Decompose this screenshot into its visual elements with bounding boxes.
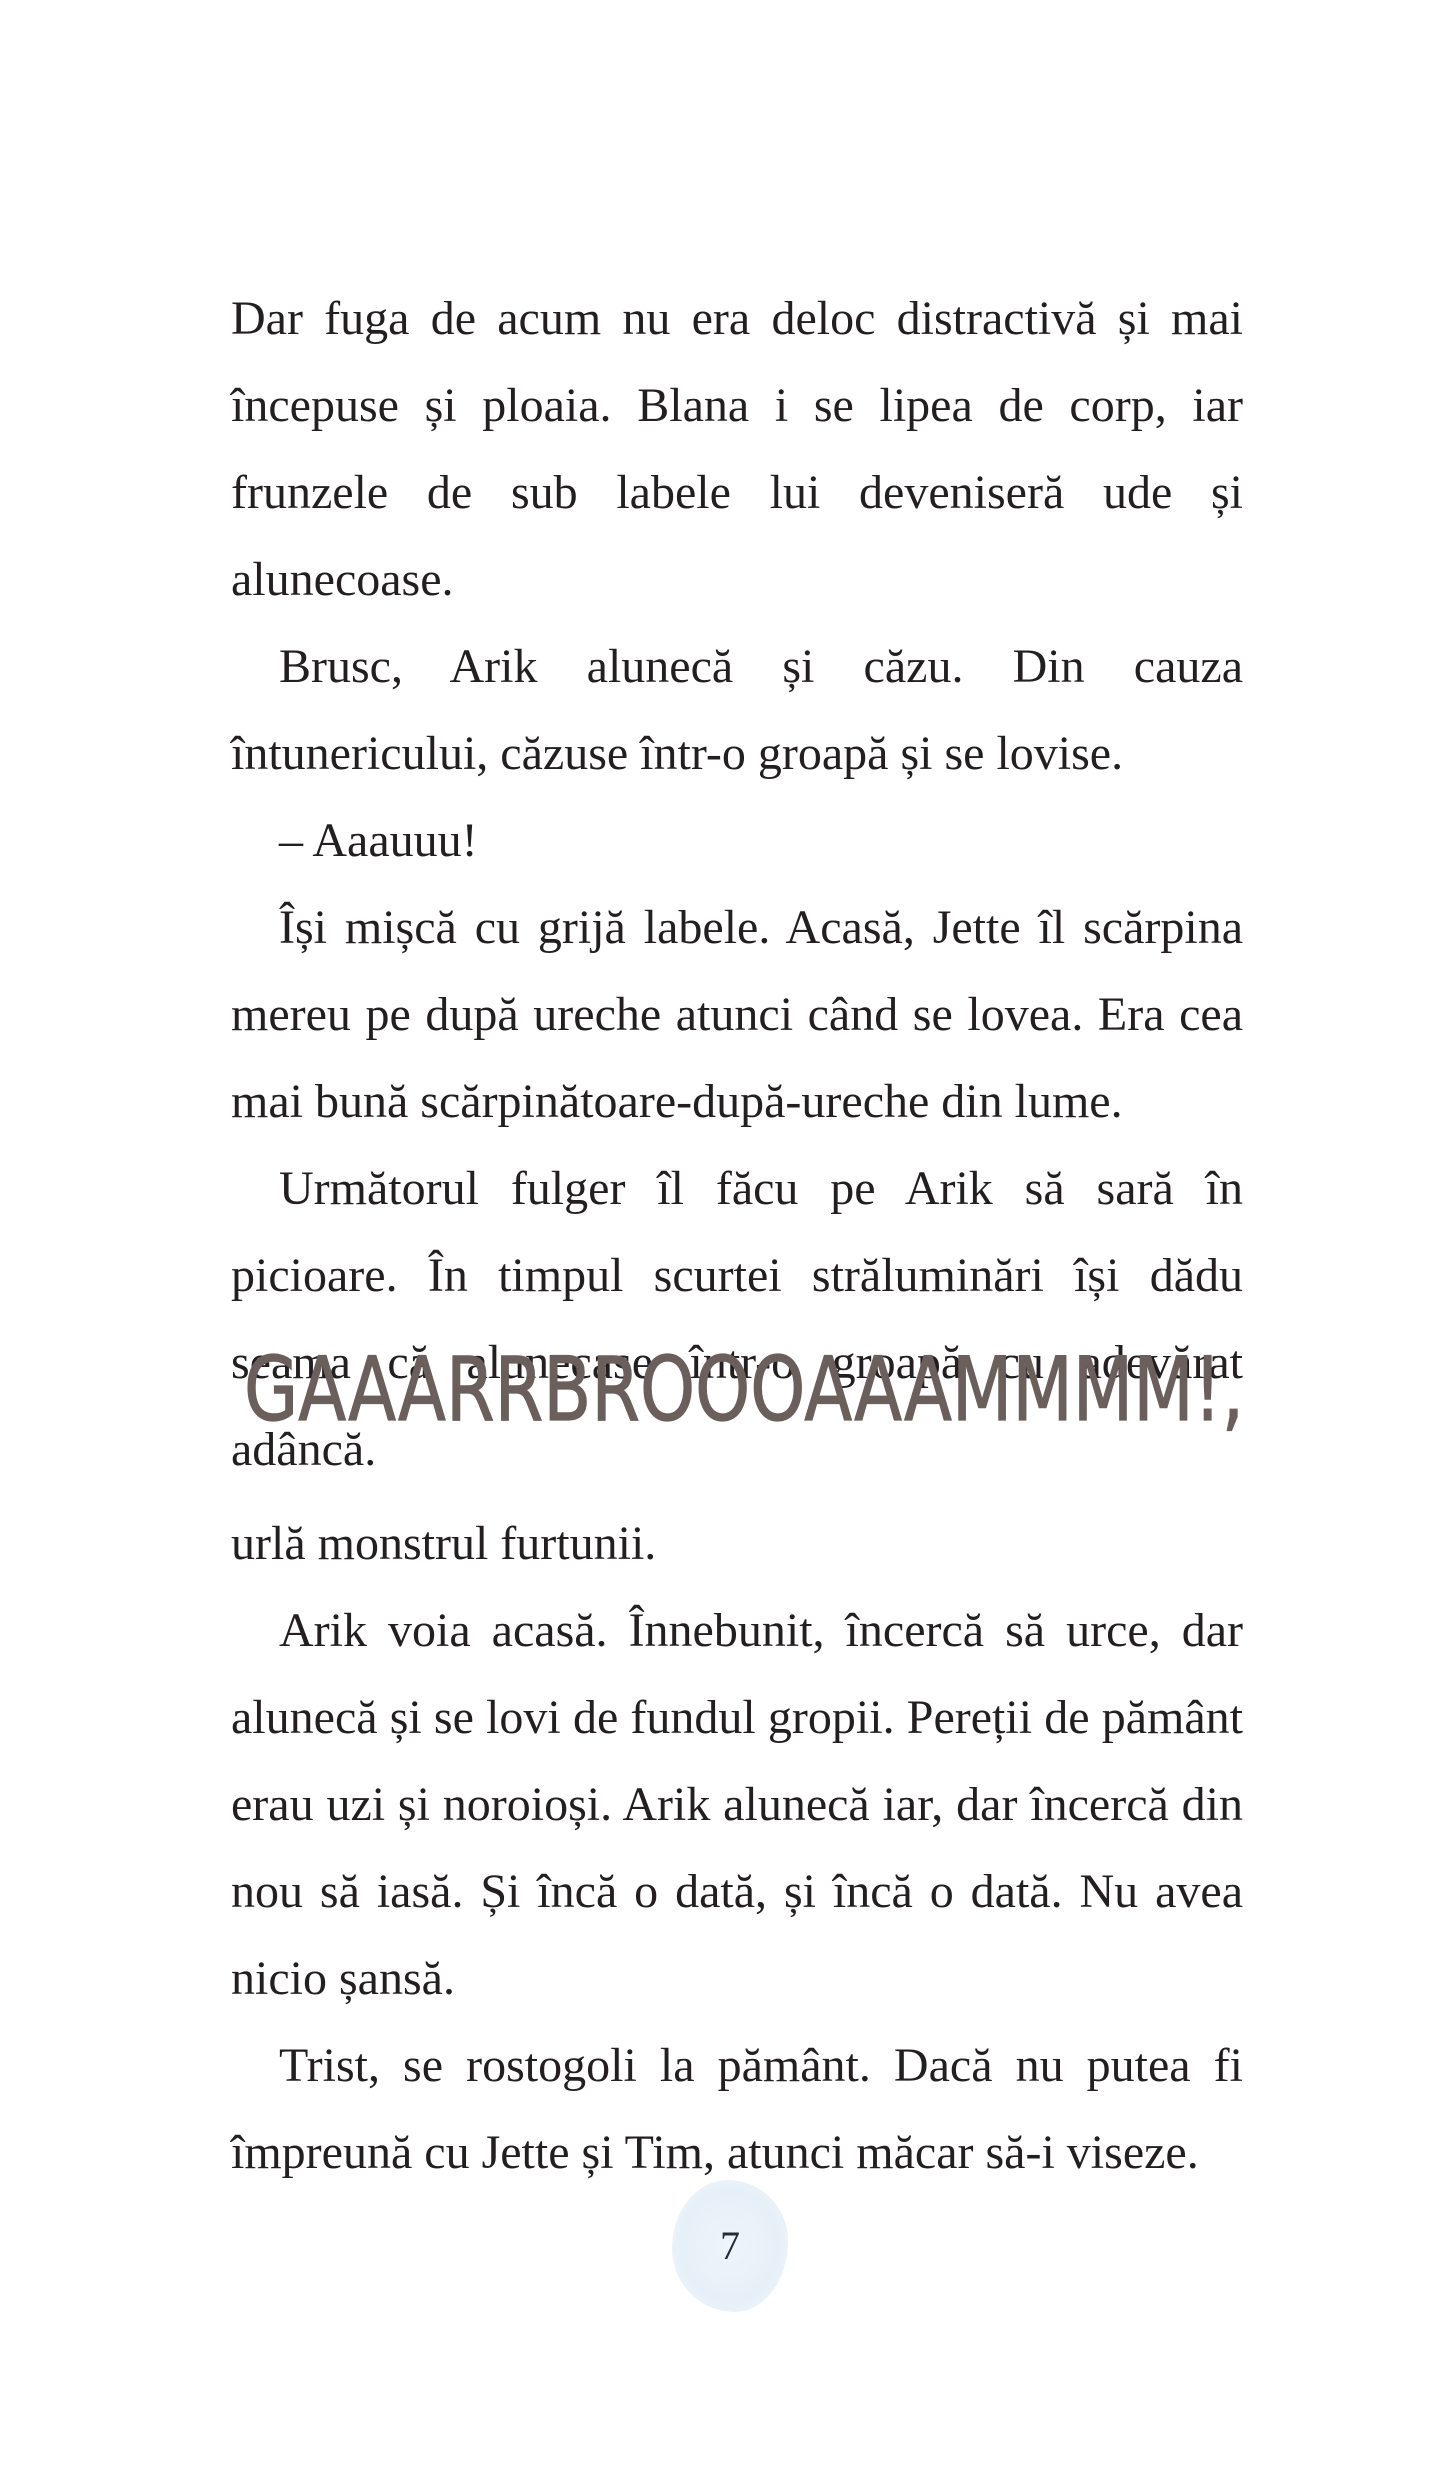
paragraph: – Aaauuu! [279, 814, 478, 867]
sound-effect-lettering [240, 1300, 1250, 1530]
sound-effect-text: GAAARRBROOOAAAMMMM!, [244, 1338, 1244, 1441]
paragraph: urlă monstrul furtunii. [231, 1517, 657, 1570]
paragraph: Dar fuga de acum nu era deloc distractivă și mai începuse și ploaia. Blana i se lipea de corp, iar frunzele de sub labele lui deveniseră ude și alunecoase. [231, 292, 1243, 606]
paragraph: Își mișcă cu grijă labele. Acasă, Jette îl scărpina mereu pe după ureche atunci când se lovea. Era cea mai bună scărpinătoare-după-ureche din lume. [231, 901, 1243, 1128]
page-number-badge [672, 2180, 788, 2312]
paragraph: Brusc, Arik alunecă și căzu. Din cauza întunericului, căzuse într-o groapă și se lovise. [231, 640, 1243, 780]
page-number: 7 [720, 2223, 740, 2268]
paragraph: Următorul fulger îl făcu pe Arik să sară în picioare. În timpul scurtei străluminări își dădu seama că alunecase într-o groapă cu adevărat adâncă. [231, 1162, 1243, 1476]
paragraph: Arik voia acasă. Înnebunit, încercă să urce, dar alunecă și se lovi de fundul gropii. Pereții de pământ erau uzi și noroioși. Arik alunecă iar, dar încercă din nou să iasă. Și încă o dată, și încă o dată. Nu avea nicio șansă. [231, 1604, 1243, 2005]
paragraph: Trist, se rostogoli la pământ. Dacă nu putea fi împreună cu Jette și Tim, atunci măcar să-i viseze. [231, 2039, 1243, 2179]
sound-effect-svg [240, 1300, 1250, 1530]
text-block-bottom [231, 1500, 1243, 2196]
